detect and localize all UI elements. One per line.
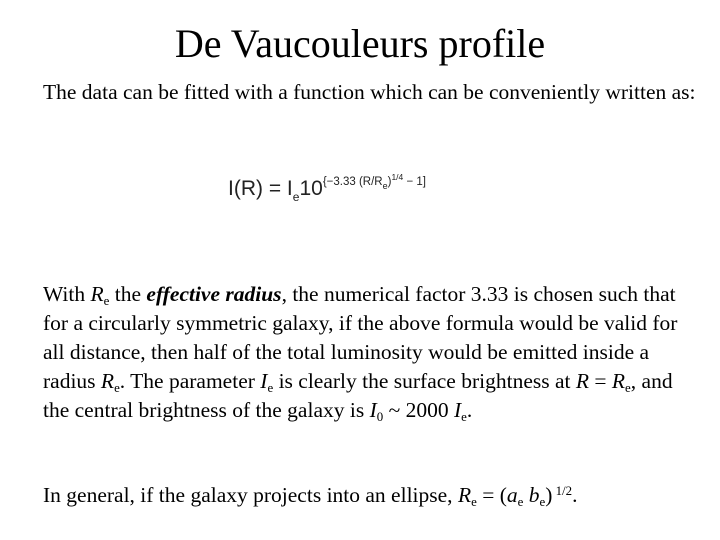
text-run: is clearly the surface brightness at	[273, 369, 576, 393]
subscript-e: e	[114, 380, 120, 395]
formula-lhs: I(R) = I	[228, 177, 293, 200]
emphasis-effective-radius: effective radius	[146, 282, 282, 306]
text-run: With	[43, 282, 91, 306]
formula-exponent-tail: − 1]	[403, 176, 426, 188]
text-run: = (	[476, 483, 507, 507]
symbol-i: I	[260, 369, 268, 393]
subscript-e: e	[517, 494, 524, 509]
effective-radius-paragraph	[43, 280, 703, 425]
text-run: .	[572, 483, 578, 507]
slide-title: De Vaucouleurs profile	[174, 21, 546, 66]
formula-exponent-subscript: e	[382, 181, 388, 191]
symbol-r: R	[100, 369, 115, 393]
subscript-e: e	[539, 494, 546, 509]
formula-exponent-close: )	[387, 176, 392, 188]
de-vaucouleurs-formula	[228, 172, 426, 204]
symbol-i: I	[369, 398, 377, 422]
symbol-i: I	[453, 398, 462, 422]
superscript-power: 1/2	[552, 483, 573, 498]
subscript-e: e	[471, 494, 477, 509]
subscript-e: e	[103, 293, 110, 308]
text-run: In general, if the galaxy projects into an ellipse,	[43, 483, 458, 507]
text-run: , and the central brightness of the galaxy is	[43, 369, 673, 422]
formula-base: 10	[299, 177, 323, 200]
symbol-r: R	[575, 369, 590, 393]
text-run: ~ 2000	[383, 398, 454, 422]
text-run: , the numerical factor 3.33 is chosen such that for a circularly symmetric galaxy, if the above formula would be valid for all distance, then half of the total luminosity would be emitted inside a radius	[43, 282, 678, 393]
text-run: .	[466, 398, 473, 422]
symbol-r: R	[611, 369, 626, 393]
subscript-e: e	[625, 380, 631, 395]
text-run: )	[545, 483, 553, 507]
symbol-b: b	[528, 483, 540, 507]
ellipse-paragraph	[43, 481, 703, 510]
formula-exponent-power: 1/4	[391, 172, 404, 182]
text-run: . The parameter	[119, 369, 261, 393]
text-run: the	[109, 282, 147, 306]
text-run: =	[589, 369, 612, 393]
formula-lhs-subscript: e	[292, 190, 300, 204]
subscript-e: e	[267, 380, 274, 395]
symbol-r: R	[90, 282, 104, 306]
subscript-zero: 0	[376, 409, 384, 424]
intro-paragraph: The data can be fitted with a function which can be conveniently written as:	[43, 80, 696, 104]
subscript-e: e	[461, 409, 467, 424]
symbol-a: a	[506, 483, 518, 507]
symbol-r: R	[457, 483, 472, 507]
formula-exponent: {−3.33 (R/R	[322, 176, 383, 188]
